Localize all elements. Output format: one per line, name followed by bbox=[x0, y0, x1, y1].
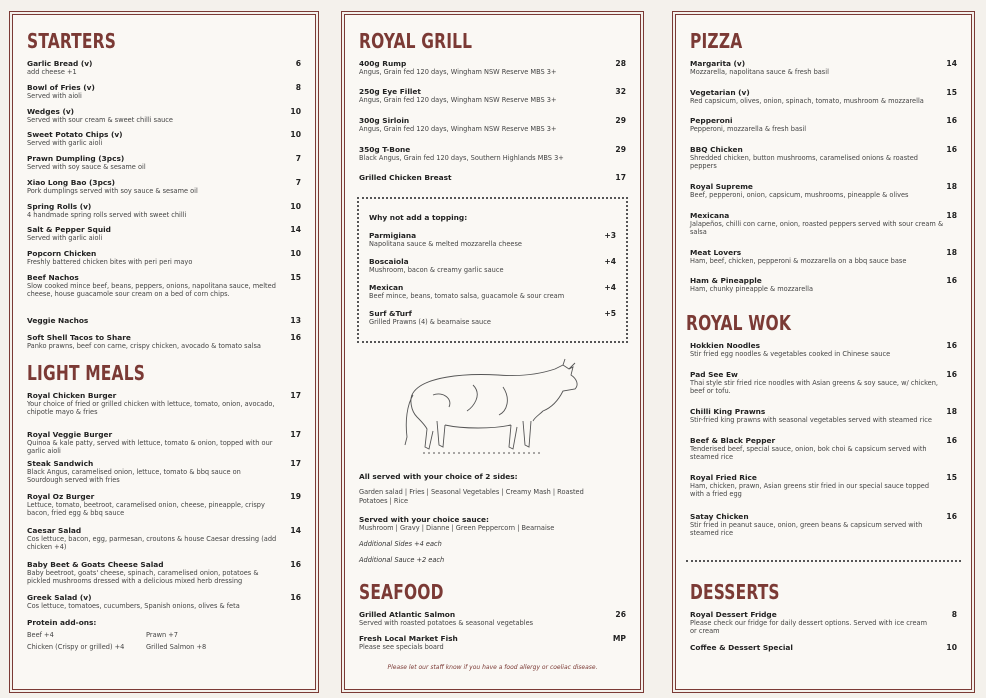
item-price: 16 bbox=[290, 333, 301, 342]
item-name: 350g T-Bone bbox=[359, 145, 411, 154]
item-description: Beef, pepperoni, onion, capsicum, mushrooms, pineapple & olives bbox=[690, 191, 909, 199]
item-description: Served with aioli bbox=[27, 92, 82, 100]
item-description: Please see specials board bbox=[359, 643, 444, 651]
item-name: Meat Lovers bbox=[690, 248, 742, 257]
menu-item bbox=[690, 643, 957, 652]
item-name: Salt & Pepper Squid bbox=[27, 225, 111, 234]
item-name: Ham & Pineapple bbox=[690, 276, 762, 285]
item-price: 15 bbox=[290, 273, 301, 282]
item-name: Royal Supreme bbox=[690, 182, 753, 191]
menu-item bbox=[27, 526, 301, 551]
menu-item bbox=[690, 182, 957, 199]
item-price: 18 bbox=[946, 182, 957, 191]
item-name: Caesar Salad bbox=[27, 526, 82, 535]
item-description: Freshly battered chicken bites with peri peri mayo bbox=[27, 258, 193, 266]
item-price: 16 bbox=[946, 512, 957, 521]
item-price: 16 bbox=[290, 593, 301, 602]
item-price: 17 bbox=[290, 430, 301, 439]
section-title-royal-grill: ROYAL GRILL bbox=[359, 29, 473, 53]
menu-item bbox=[690, 341, 957, 358]
item-name: Royal Fried Rice bbox=[690, 473, 757, 482]
item-description: Baby beetroot, goats' cheese, spinach, caramelised onion, potatoes & pickled mushrooms dressed with a delicious mixed herb dressing bbox=[27, 569, 259, 586]
item-name: Bowl of Fries (v) bbox=[27, 83, 95, 92]
item-name: Grilled Atlantic Salmon bbox=[359, 610, 456, 619]
item-description: Stir fried in peanut sauce, onion, green beans & capsicum served with steamed rice bbox=[690, 521, 923, 538]
sides-list: Garden salad | Fries | Seasonal Vegetables | Creamy Mash | Roasted Potatoes | Rice bbox=[359, 488, 584, 505]
item-description: Ham, chunky pineapple & mozzarella bbox=[690, 285, 813, 293]
menu-item bbox=[690, 407, 957, 424]
item-price: 13 bbox=[290, 316, 301, 325]
menu-item bbox=[27, 59, 301, 76]
menu-panel-middle bbox=[344, 14, 641, 690]
item-price: 7 bbox=[295, 178, 301, 187]
item-name: Popcorn Chicken bbox=[27, 249, 97, 258]
menu-item bbox=[359, 59, 626, 76]
item-price: 15 bbox=[946, 88, 957, 97]
menu-item bbox=[27, 107, 301, 124]
item-name: Xiao Long Bao (3pcs) bbox=[27, 178, 116, 187]
menu-item bbox=[690, 211, 957, 236]
item-name: Royal Oz Burger bbox=[27, 492, 95, 501]
menu-item bbox=[369, 309, 616, 326]
item-price: 16 bbox=[946, 341, 957, 350]
cow-illustration bbox=[403, 355, 583, 465]
item-name: Mexican bbox=[369, 283, 404, 292]
item-description: Lettuce, tomato, beetroot, caramelised onion, cheese, pineapple, crispy bacon, fried egg & bbq sauce bbox=[27, 501, 265, 518]
item-price: 17 bbox=[290, 459, 301, 468]
section-title-light-meals: LIGHT MEALS bbox=[27, 361, 146, 385]
item-price: 8 bbox=[295, 83, 301, 92]
item-price: 16 bbox=[290, 560, 301, 569]
item-price: 17 bbox=[290, 391, 301, 400]
menu-item bbox=[690, 610, 957, 635]
item-description: Panko prawns, beef con carne, crispy chicken, avocado & tomato salsa bbox=[27, 342, 261, 350]
menu-item bbox=[359, 145, 626, 162]
item-description: Angus, Grain fed 120 days, Wingham NSW Reserve MBS 3+ bbox=[359, 96, 557, 104]
item-price: 17 bbox=[615, 173, 626, 182]
item-name: Hokkien Noodles bbox=[690, 341, 761, 350]
item-price: 29 bbox=[615, 145, 626, 154]
addon-chicken: Chicken (Crispy or grilled) +4 bbox=[27, 643, 125, 651]
item-description: Jalapeños, chilli con carne, onion, roasted peppers served with sour cream & salsa bbox=[690, 220, 944, 237]
item-price: 16 bbox=[946, 436, 957, 445]
item-name: Garlic Bread (v) bbox=[27, 59, 93, 68]
item-name: Steak Sandwich bbox=[27, 459, 94, 468]
item-description: Angus, Grain fed 120 days, Wingham NSW Reserve MBS 3+ bbox=[359, 68, 557, 76]
item-description: Slow cooked mince beef, beans, peppers, onions, napolitana sauce, melted cheese, house guacamole sour cream on a bed of corn chips. bbox=[27, 282, 276, 299]
item-name: 300g Sirloin bbox=[359, 116, 410, 125]
item-name: Vegetarian (v) bbox=[690, 88, 750, 97]
addon-beef: Beef +4 bbox=[27, 631, 54, 639]
item-description: Ham, chicken, prawn, Asian greens stir fried in our special sauce topped with a fried egg bbox=[690, 482, 930, 499]
menu-item bbox=[27, 202, 301, 219]
item-description: Mushroom, bacon & creamy garlic sauce bbox=[369, 266, 504, 274]
menu-panel-left bbox=[12, 14, 316, 690]
item-description: Tenderised beef, special sauce, onion, bok choi & capsicum served with steamed rice bbox=[690, 445, 927, 462]
menu-item bbox=[690, 116, 957, 133]
item-price: MP bbox=[612, 634, 626, 643]
menu-item bbox=[27, 492, 301, 517]
item-description: Thai style stir fried rice noodles with Asian greens & soy sauce, w/ chicken, beef or tofu. bbox=[690, 379, 938, 396]
section-title-starters: STARTERS bbox=[27, 29, 117, 53]
menu-panel-right bbox=[675, 14, 972, 690]
item-description: Cos lettuce, bacon, egg, parmesan, croutons & house Caesar dressing (add chicken +4) bbox=[27, 535, 277, 552]
item-price: 29 bbox=[615, 116, 626, 125]
item-name: Margarita (v) bbox=[690, 59, 746, 68]
menu-item bbox=[27, 83, 301, 100]
item-description: Served with soy sauce & sesame oil bbox=[27, 163, 146, 171]
menu-item bbox=[27, 249, 301, 266]
item-name: Coffee & Dessert Special bbox=[690, 643, 793, 652]
item-name: Mexicana bbox=[690, 211, 730, 220]
item-price: 18 bbox=[946, 407, 957, 416]
item-description: Mozzarella, napolitana sauce & fresh basil bbox=[690, 68, 829, 76]
item-price: 8 bbox=[951, 610, 957, 619]
menu-item bbox=[27, 178, 301, 195]
item-name: Wedges (v) bbox=[27, 107, 75, 116]
item-price: 10 bbox=[290, 249, 301, 258]
item-price: 14 bbox=[290, 526, 301, 535]
menu-item bbox=[690, 248, 957, 265]
item-description: Napolitana sauce & melted mozzarella cheese bbox=[369, 240, 522, 248]
item-description: Beef mince, beans, tomato salsa, guacamole & sour cream bbox=[369, 292, 565, 300]
item-description: Pork dumplings served with soy sauce & sesame oil bbox=[27, 187, 198, 195]
item-description: Stir-fried king prawns with seasonal vegetables served with steamed rice bbox=[690, 416, 932, 424]
item-name: Baby Beet & Goats Cheese Salad bbox=[27, 560, 164, 569]
item-name: 400g Rump bbox=[359, 59, 407, 68]
menu-item bbox=[27, 333, 301, 350]
item-description: Served with garlic aioli bbox=[27, 139, 103, 147]
menu-item bbox=[27, 130, 301, 147]
item-price: +4 bbox=[604, 257, 616, 266]
item-price: +3 bbox=[604, 231, 616, 240]
item-description: Ham, beef, chicken, pepperoni & mozzarella on a bbq sauce base bbox=[690, 257, 907, 265]
item-name: Greek Salad (v) bbox=[27, 593, 92, 602]
addon-prawn: Prawn +7 bbox=[146, 631, 178, 639]
item-name: Fresh Local Market Fish bbox=[359, 634, 458, 643]
item-description: Please check our fridge for daily dessert options. Served with ice cream or cream bbox=[690, 619, 927, 636]
menu-item bbox=[27, 273, 301, 298]
menu-item bbox=[27, 391, 301, 416]
menu-item bbox=[359, 116, 626, 133]
allergy-notice: Please let our staff know if you have a food allergy or coeliac disease. bbox=[387, 664, 598, 671]
menu-item bbox=[359, 87, 626, 104]
item-name: Prawn Dumpling (3pcs) bbox=[27, 154, 125, 163]
menu-item bbox=[27, 593, 301, 610]
menu-item bbox=[369, 283, 616, 300]
menu-item bbox=[27, 225, 301, 242]
item-price: 26 bbox=[615, 610, 626, 619]
item-price: 10 bbox=[946, 643, 957, 652]
item-description: Served with garlic aioli bbox=[27, 234, 103, 242]
item-name: Chilli King Prawns bbox=[690, 407, 766, 416]
menu-item bbox=[690, 370, 957, 395]
item-description: Cos lettuce, tomatoes, cucumbers, Spanish onions, olives & feta bbox=[27, 602, 240, 610]
item-name: Royal Chicken Burger bbox=[27, 391, 117, 400]
menu-item bbox=[369, 231, 616, 248]
item-price: 14 bbox=[946, 59, 957, 68]
menu-item bbox=[690, 145, 957, 170]
topping-box bbox=[357, 197, 628, 343]
extra-sides-note: Additional Sides +4 each bbox=[359, 540, 442, 548]
item-price: +4 bbox=[604, 283, 616, 292]
item-description: Shredded chicken, button mushrooms, caramelised onions & roasted peppers bbox=[690, 154, 918, 171]
section-divider bbox=[686, 560, 961, 562]
section-title-pizza: PIZZA bbox=[690, 29, 743, 53]
item-description: Pepperoni, mozzarella & fresh basil bbox=[690, 125, 807, 133]
item-price: 16 bbox=[946, 145, 957, 154]
menu-item bbox=[690, 276, 957, 293]
sides-title: All served with your choice of 2 sides: bbox=[359, 472, 518, 481]
item-name: Satay Chicken bbox=[690, 512, 749, 521]
item-price: 16 bbox=[946, 370, 957, 379]
extra-sauce-note: Additional Sauce +2 each bbox=[359, 556, 445, 564]
item-description: Black Angus, caramelised onion, lettuce, tomato & bbq sauce on Sourdough served with fries bbox=[27, 468, 241, 485]
section-title-seafood: SEAFOOD bbox=[359, 580, 444, 604]
item-price: +5 bbox=[604, 309, 616, 318]
addon-salmon: Grilled Salmon +8 bbox=[146, 643, 207, 651]
item-name: Royal Veggie Burger bbox=[27, 430, 113, 439]
item-price: 19 bbox=[290, 492, 301, 501]
menu-item bbox=[27, 316, 301, 325]
item-price: 15 bbox=[946, 473, 957, 482]
item-name: Parmigiana bbox=[369, 231, 417, 240]
item-name: Pepperoni bbox=[690, 116, 733, 125]
item-name: Spring Rolls (v) bbox=[27, 202, 92, 211]
menu-item bbox=[690, 88, 957, 105]
item-name: Sweet Potato Chips (v) bbox=[27, 130, 123, 139]
item-name: Veggie Nachos bbox=[27, 316, 89, 325]
item-price: 7 bbox=[295, 154, 301, 163]
topping-title: Why not add a topping: bbox=[369, 213, 468, 222]
menu-item bbox=[359, 634, 626, 651]
item-description: Grilled Prawns (4) & bearnaise sauce bbox=[369, 318, 491, 326]
item-name: Boscaiola bbox=[369, 257, 409, 266]
menu-item bbox=[27, 560, 301, 585]
item-description: 4 handmade spring rolls served with sweet chilli bbox=[27, 211, 187, 219]
item-price: 16 bbox=[946, 276, 957, 285]
item-price: 18 bbox=[946, 211, 957, 220]
item-name: 250g Eye Fillet bbox=[359, 87, 421, 96]
item-price: 28 bbox=[615, 59, 626, 68]
item-description: Quinoa & kale patty, served with lettuce, tomato & onion, topped with our garlic aioli bbox=[27, 439, 273, 456]
item-description: Stir fried egg noodles & vegetables cooked in Chinese sauce bbox=[690, 350, 891, 358]
menu-item bbox=[690, 436, 957, 461]
item-description: Your choice of fried or grilled chicken with lettuce, tomato, onion, avocado, chipotle mayo & fries bbox=[27, 400, 275, 417]
protein-addons-title: Protein add-ons: bbox=[27, 618, 97, 627]
item-name: Grilled Chicken Breast bbox=[359, 173, 452, 182]
item-name: Surf &Turf bbox=[369, 309, 412, 318]
item-description: Served with sour cream & sweet chilli sauce bbox=[27, 116, 173, 124]
sauce-list: Mushroom | Gravy | Dianne | Green Peppercorn | Bearnaise bbox=[359, 524, 555, 532]
item-price: 32 bbox=[615, 87, 626, 96]
item-price: 16 bbox=[946, 116, 957, 125]
menu-item bbox=[690, 59, 957, 76]
menu-item bbox=[690, 512, 957, 537]
item-description: Black Angus, Grain fed 120 days, Southern Highlands MBS 3+ bbox=[359, 154, 564, 162]
item-price: 6 bbox=[295, 59, 301, 68]
item-name: Pad See Ew bbox=[690, 370, 738, 379]
menu-item bbox=[369, 257, 616, 274]
menu-item bbox=[690, 473, 957, 498]
menu-item bbox=[27, 430, 301, 455]
item-name: Royal Dessert Fridge bbox=[690, 610, 777, 619]
sauce-title: Served with your choice sauce: bbox=[359, 515, 489, 524]
item-price: 14 bbox=[290, 225, 301, 234]
item-name: Beef & Black Pepper bbox=[690, 436, 776, 445]
item-name: Soft Shell Tacos to Share bbox=[27, 333, 131, 342]
menu-item bbox=[27, 154, 301, 171]
item-name: BBQ Chicken bbox=[690, 145, 743, 154]
item-price: 18 bbox=[946, 248, 957, 257]
item-description: Served with roasted potatoes & seasonal vegetables bbox=[359, 619, 534, 627]
item-description: Angus, Grain fed 120 days, Wingham NSW Reserve MBS 3+ bbox=[359, 125, 557, 133]
menu-item bbox=[359, 610, 626, 627]
item-price: 10 bbox=[290, 202, 301, 211]
menu-item bbox=[359, 173, 626, 182]
menu-item bbox=[27, 459, 301, 484]
item-name: Beef Nachos bbox=[27, 273, 79, 282]
item-description: add cheese +1 bbox=[27, 68, 77, 76]
section-title-royal-wok: ROYAL WOK bbox=[686, 311, 792, 335]
section-title-desserts: DESSERTS bbox=[690, 580, 780, 604]
item-description: Red capsicum, olives, onion, spinach, tomato, mushroom & mozzarella bbox=[690, 97, 924, 105]
item-price: 10 bbox=[290, 130, 301, 139]
item-price: 10 bbox=[290, 107, 301, 116]
